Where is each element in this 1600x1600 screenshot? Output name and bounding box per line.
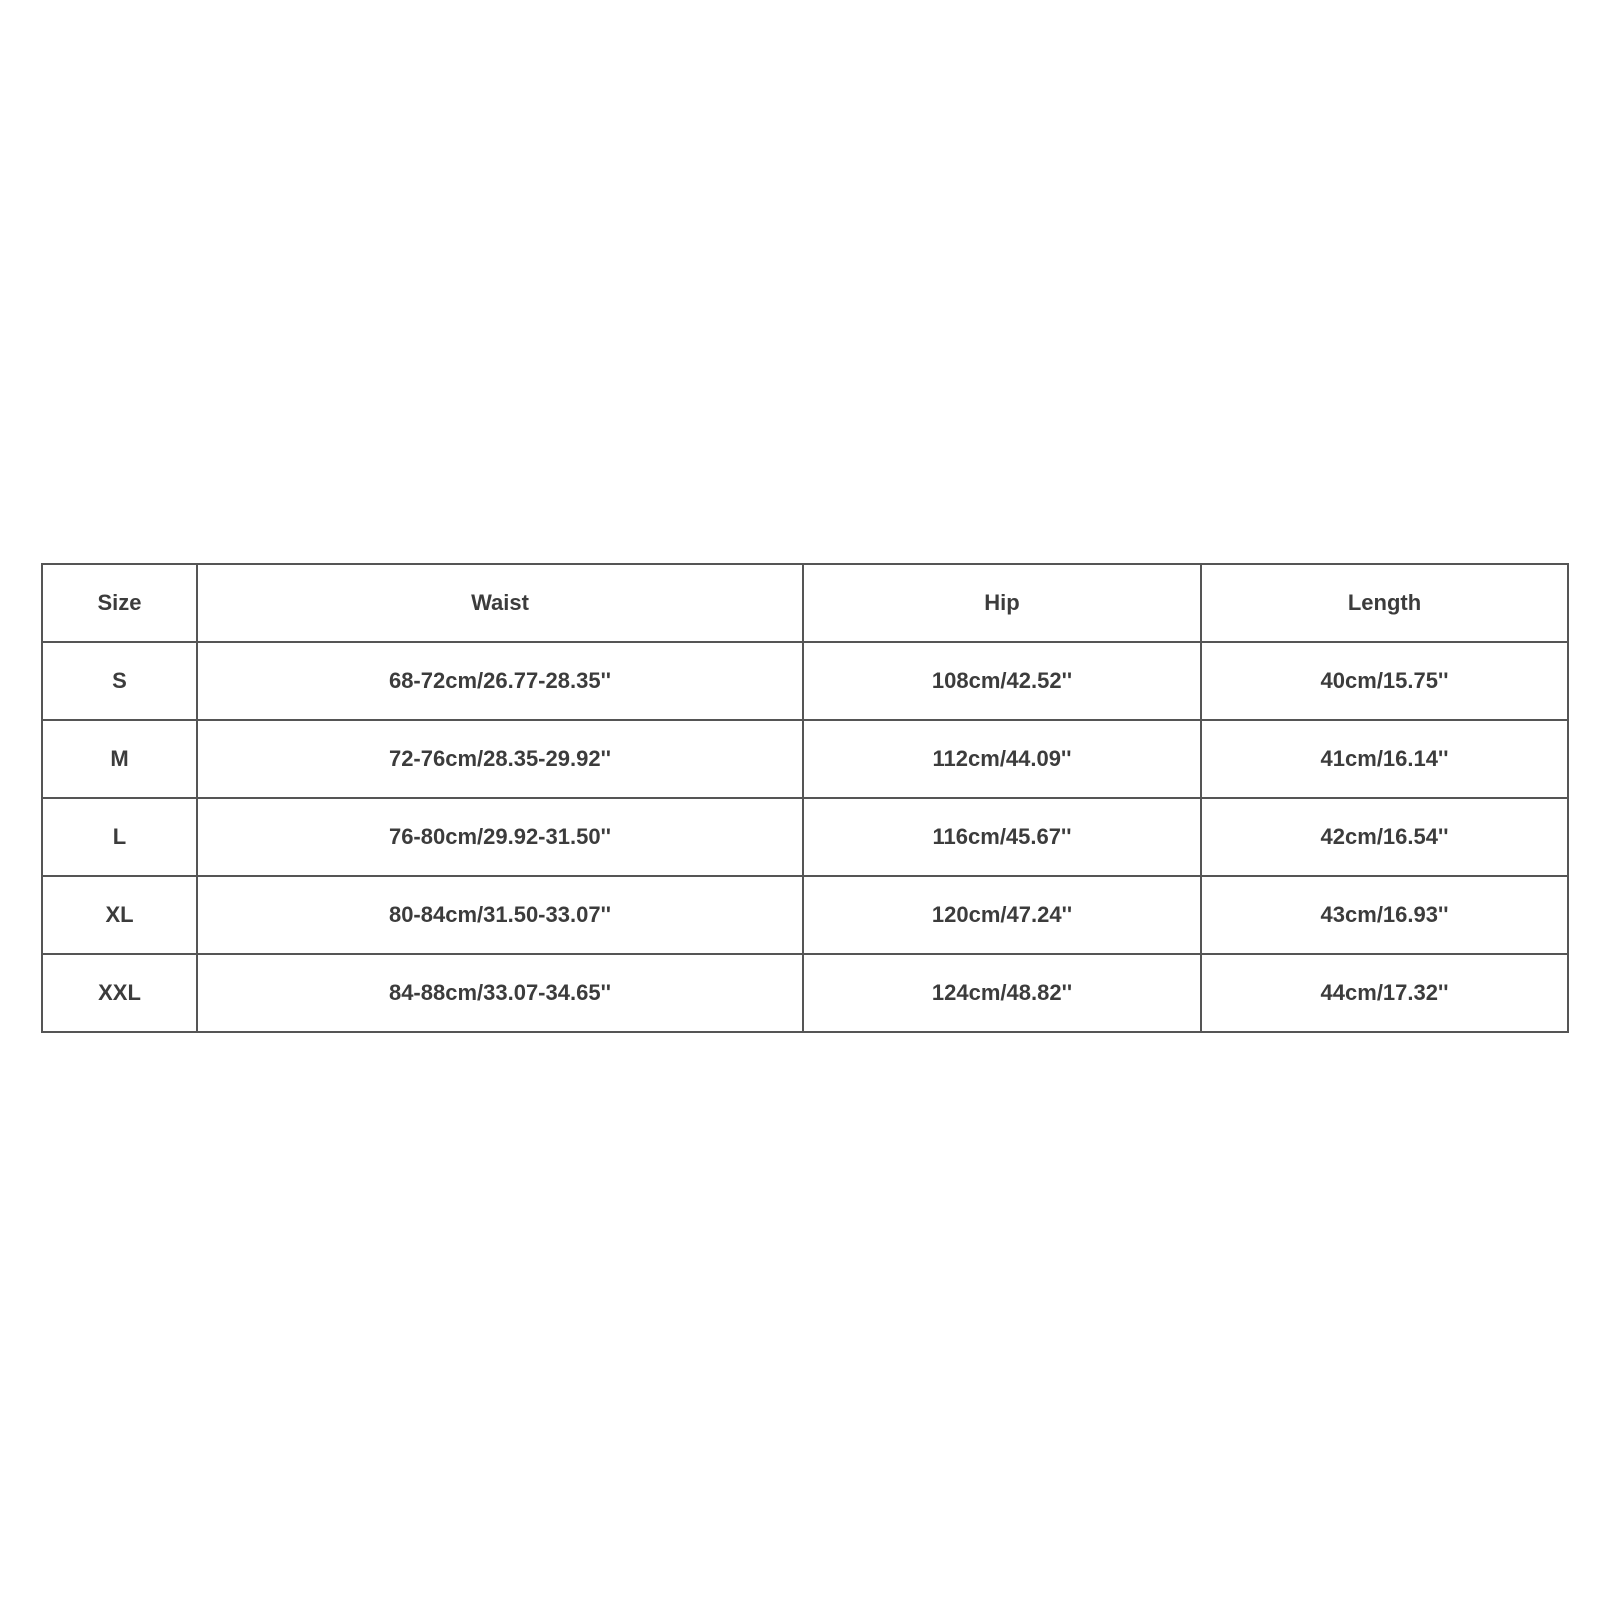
table-row [42,876,1568,954]
cell-size: XXL [42,954,197,1032]
cell-length: 42cm/16.54'' [1201,798,1568,876]
table-row [42,720,1568,798]
cell-waist: 76-80cm/29.92-31.50'' [197,798,803,876]
table-row [42,642,1568,720]
cell-length: 44cm/17.32'' [1201,954,1568,1032]
cell-size: XL [42,876,197,954]
header-waist: Waist [197,564,803,642]
cell-waist: 68-72cm/26.77-28.35'' [197,642,803,720]
cell-hip: 108cm/42.52'' [803,642,1201,720]
header-hip: Hip [803,564,1201,642]
cell-size: L [42,798,197,876]
cell-hip: 112cm/44.09'' [803,720,1201,798]
cell-length: 41cm/16.14'' [1201,720,1568,798]
cell-size: M [42,720,197,798]
size-chart-table [41,563,1569,1033]
cell-waist: 72-76cm/28.35-29.92'' [197,720,803,798]
cell-length: 43cm/16.93'' [1201,876,1568,954]
cell-size: S [42,642,197,720]
cell-hip: 120cm/47.24'' [803,876,1201,954]
header-length: Length [1201,564,1568,642]
header-size: Size [42,564,197,642]
table-row [42,954,1568,1032]
cell-length: 40cm/15.75'' [1201,642,1568,720]
header-row [42,564,1568,642]
cell-waist: 80-84cm/31.50-33.07'' [197,876,803,954]
table-row [42,798,1568,876]
cell-waist: 84-88cm/33.07-34.65'' [197,954,803,1032]
cell-hip: 116cm/45.67'' [803,798,1201,876]
cell-hip: 124cm/48.82'' [803,954,1201,1032]
